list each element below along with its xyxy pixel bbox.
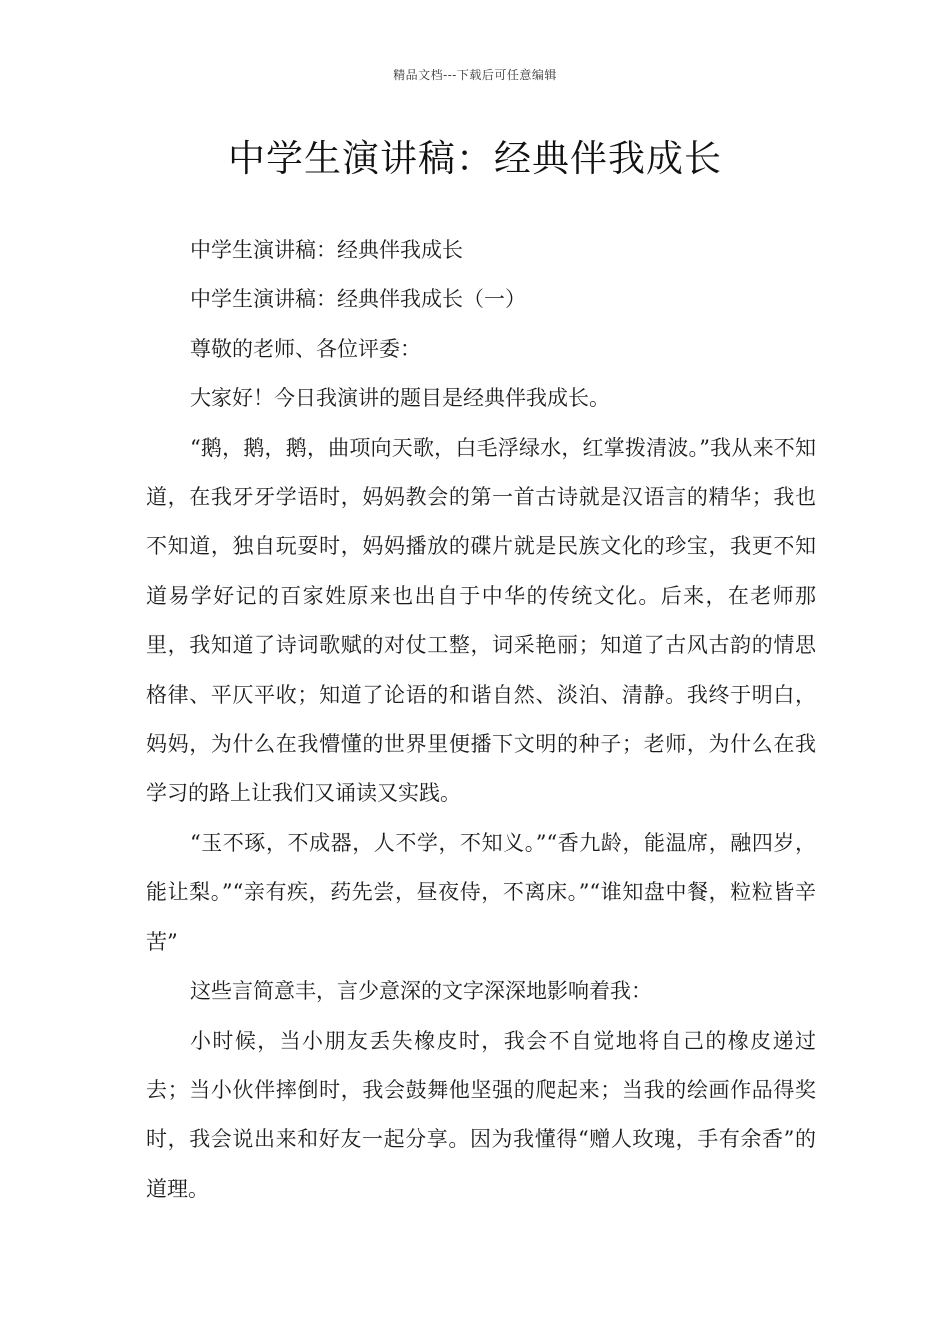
paragraph-body: 这些言简意丰，言少意深的文字深深地影响着我： bbox=[190, 979, 652, 1004]
page-header-note: 精品文档---下载后可任意编辑 bbox=[393, 68, 557, 82]
paragraph-subtitle: 中学生演讲稿：经典伴我成长 bbox=[190, 238, 463, 262]
paragraph-body: “玉不琢，不成器，人不学，不知义。”“香九龄，能温席，融四岁，能让梨。”“亲有疾，药先尝，昼夜侍，不离床。”“谁知盘中餐，粒粒皆辛苦” bbox=[146, 830, 816, 954]
document-title: 中学生演讲稿：经典伴我成长 bbox=[228, 137, 722, 180]
paragraph-body: “鹅，鹅，鹅，曲项向天歌，白毛浮绿水，红掌拨清波。”我从来不知道，在我牙牙学语时，妈妈教会的第一首古诗就是汉语言的精华；我也不知道，独自玩耍时，妈妈播放的碟片就是民族文化的珍宝，我更不知道易学好记的百家姓原来也出自于中华的传统文化。后来，在老师那里，我知道了诗词歌赋的对仗工整，词采艳丽；知道了古风古韵的情思格律、平仄平收；知道了论语的和谐自然、淡泊、清静。我终于明白，妈妈，为什么在我懵懂的世界里便播下文明的种子；老师，为什么在我学习的路上让我们又诵读又实践。 bbox=[146, 435, 816, 806]
paragraph-subtitle-part-one: 中学生演讲稿：经典伴我成长（一） bbox=[190, 287, 526, 312]
paragraph-salutation: 尊敬的老师、各位评委： bbox=[190, 336, 421, 361]
paragraph-greeting: 大家好！今日我演讲的题目是经典伴我成长。 bbox=[190, 386, 610, 411]
document-body bbox=[146, 226, 816, 1214]
paragraph-body: 小时候，当小朋友丢失橡皮时，我会不自觉地将自己的橡皮递过去；当小伙伴摔倒时，我会鼓舞他坚强的爬起来；当我的绘画作品得奖时，我会说出来和好友一起分享。因为我懂得“赠人玫瑰，手有余香”的道理。 bbox=[146, 1028, 816, 1201]
